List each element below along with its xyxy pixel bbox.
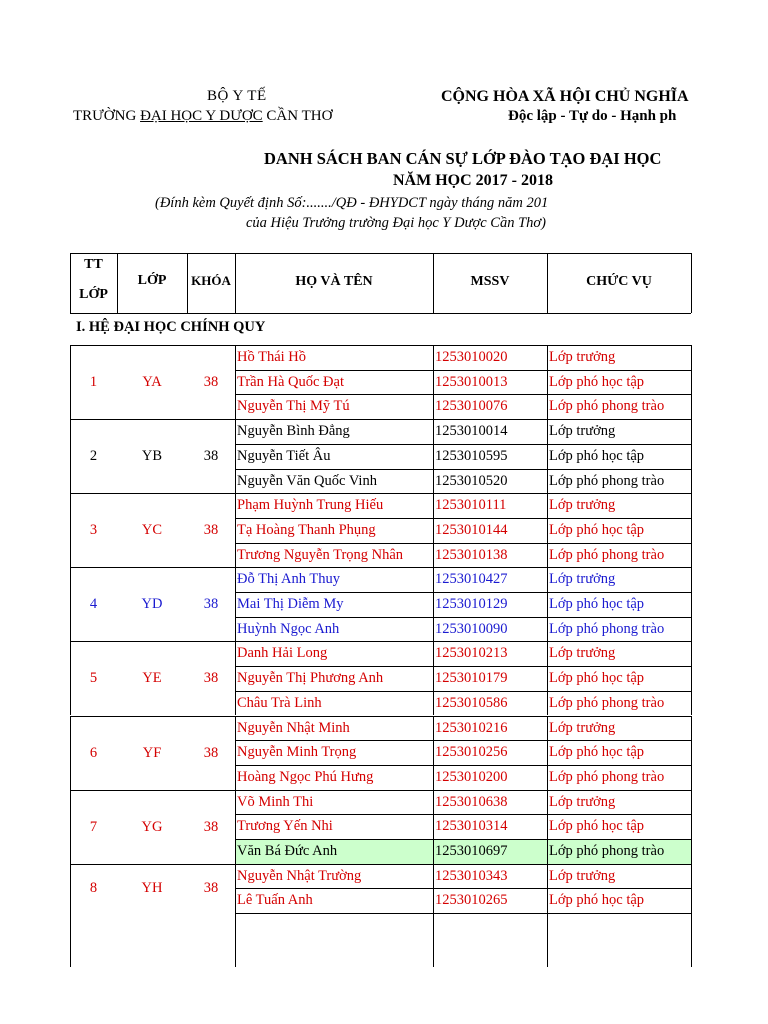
student-name: Huỳnh Ngọc Anh [237, 620, 340, 637]
class-code: YF [142, 744, 162, 761]
student-name: Trương Yến Nhi [237, 818, 333, 835]
grid-line [70, 345, 71, 419]
student-id: 1253010216 [435, 719, 508, 736]
school-year: NĂM HỌC 2017 - 2018 [393, 172, 553, 189]
grid-line [433, 419, 434, 493]
grid-line [433, 864, 434, 967]
grid-line [691, 493, 692, 567]
grid-line [70, 419, 71, 493]
grid-line [691, 253, 692, 313]
student-role: Lớp phó phong trào [549, 843, 665, 859]
student-id: 1253010013 [435, 373, 508, 390]
grid-line [235, 913, 691, 914]
grid-line [691, 641, 692, 715]
class-code: YD [141, 596, 163, 613]
grid-line [433, 790, 434, 864]
class-code: YC [141, 522, 163, 539]
grid-line [187, 253, 188, 313]
grid-line [547, 419, 548, 493]
class-number: 6 [89, 744, 98, 761]
motto: Độc lập - Tự do - Hạnh ph [508, 108, 677, 124]
class-number: 8 [89, 879, 98, 896]
student-role: Lớp phó phong trào [549, 768, 665, 785]
student-name: Hồ Thái Hồ [237, 349, 307, 365]
student-role: Lớp trưởng [549, 571, 616, 588]
student-name: Trần Hà Quốc Đạt [237, 373, 344, 390]
student-id: 1253010179 [435, 670, 508, 687]
grid-line [70, 253, 71, 313]
student-name: Mai Thị Diễm My [237, 596, 344, 612]
student-id: 1253010138 [435, 546, 508, 563]
class-number: 2 [89, 448, 98, 465]
course-number: 38 [203, 879, 219, 896]
decision-reference: (Đính kèm Quyết định Số:......./QĐ - ĐHYDCT ngày tháng năm 201 [155, 195, 549, 211]
grid-line [433, 253, 434, 313]
grid-line [433, 641, 434, 715]
student-id: 1253010200 [435, 768, 508, 785]
student-name: Đỗ Thị Anh Thuy [237, 571, 340, 588]
grid-line [691, 419, 692, 493]
class-code: YE [142, 670, 162, 687]
student-id: 1253010020 [435, 349, 508, 365]
student-id: 1253010697 [435, 843, 508, 859]
school-underlined: ĐẠI HỌC Y DƯỢC [140, 108, 263, 124]
student-role: Lớp phó phong trào [549, 620, 665, 637]
grid-line [433, 493, 434, 567]
grid-line [547, 641, 548, 715]
student-role: Lớp phó phong trào [549, 546, 665, 563]
class-code: YB [141, 448, 163, 465]
grid-line [235, 493, 236, 567]
student-name: Nguyễn Nhật Minh [237, 719, 350, 736]
course-number: 38 [203, 448, 219, 465]
student-role: Lớp phó học tập [549, 447, 645, 464]
grid-line [547, 493, 548, 567]
class-number: 4 [89, 596, 98, 613]
header-tt: TT [84, 257, 103, 272]
grid-line [235, 567, 236, 641]
grid-line [547, 345, 548, 419]
grid-line [235, 864, 236, 967]
student-name: Văn Bá Đức Anh [237, 843, 338, 859]
grid-line [433, 716, 434, 790]
student-id: 1253010595 [435, 447, 508, 464]
decision-issuer: của Hiệu Trưởng trường Đại học Y Dược Cần Thơ) [246, 215, 546, 231]
student-id: 1253010520 [435, 472, 508, 489]
student-name: Nguyễn Bình Đẳng [237, 423, 350, 440]
student-id: 1253010090 [435, 620, 508, 637]
grid-line [547, 864, 548, 967]
grid-line [691, 716, 692, 790]
class-officers-table [70, 253, 691, 967]
student-name: Phạm Huỳnh Trung Hiếu [237, 497, 384, 514]
grid-line [547, 716, 548, 790]
grid-line [235, 790, 236, 864]
header-mssv: MSSV [470, 274, 510, 289]
student-id: 1253010586 [435, 694, 508, 711]
grid-line [70, 493, 71, 567]
grid-line [433, 345, 434, 419]
grid-line [235, 253, 236, 313]
course-number: 38 [203, 818, 219, 835]
student-role: Lớp phó học tập [549, 818, 645, 835]
student-id: 1253010129 [435, 596, 508, 612]
school-name [73, 108, 332, 125]
student-id: 1253010014 [435, 423, 508, 440]
grid-line [547, 253, 548, 313]
student-role: Lớp phó học tập [549, 521, 645, 538]
student-id: 1253010111 [435, 497, 507, 514]
grid-line [70, 313, 691, 314]
grid-line [691, 790, 692, 864]
student-role: Lớp phó học tập [549, 744, 645, 761]
grid-line [235, 419, 236, 493]
class-code: YA [142, 374, 162, 390]
grid-line [70, 567, 71, 641]
document-title: DANH SÁCH BAN CÁN SỰ LỚP ĐÀO TẠO ĐẠI HỌC [264, 149, 662, 168]
header-name: HỌ VÀ TÊN [295, 274, 373, 289]
section-title: I. HỆ ĐẠI HỌC CHÍNH QUY [76, 319, 266, 335]
grid-line [235, 641, 236, 715]
student-role: Lớp phó phong trào [549, 472, 665, 489]
school-prefix: TRƯỜNG [73, 108, 141, 124]
class-number: 3 [89, 522, 98, 539]
student-name: Nguyễn Văn Quốc Vinh [237, 472, 377, 489]
student-name: Nguyễn Minh Trọng [237, 744, 357, 761]
student-id: 1253010256 [435, 744, 508, 761]
student-id: 1253010427 [435, 571, 508, 588]
grid-line [691, 345, 692, 419]
grid-line [547, 790, 548, 864]
student-name: Nguyễn Thị Phương Anh [237, 670, 384, 687]
school-suffix: CẦN THƠ [262, 108, 333, 124]
student-id: 1253010638 [435, 793, 508, 810]
student-role: Lớp trưởng [549, 349, 616, 365]
student-id: 1253010314 [435, 818, 508, 835]
class-number: 7 [89, 818, 98, 835]
header-khoa: KHÓA [191, 273, 231, 288]
student-name: Lê Tuấn Anh [237, 892, 313, 909]
student-name: Võ Minh Thi [237, 793, 314, 810]
student-name: Trương Nguyễn Trọng Nhân [237, 546, 404, 563]
student-role: Lớp phó học tập [549, 892, 645, 909]
student-role: Lớp trưởng [549, 867, 616, 884]
republic-name: CỘNG HÒA XÃ HỘI CHỦ NGHĨA [441, 88, 689, 105]
ministry-name: BỘ Y TẾ [207, 88, 267, 104]
grid-line [691, 567, 692, 641]
course-number: 38 [203, 744, 219, 761]
course-number: 38 [203, 596, 219, 613]
grid-line [235, 345, 236, 419]
student-name: Nguyễn Thị Mỹ Tú [237, 398, 350, 415]
grid-line [70, 641, 71, 715]
student-name: Danh Hải Long [237, 645, 328, 662]
student-id: 1253010076 [435, 398, 508, 415]
course-number: 38 [203, 374, 219, 390]
grid-line [691, 864, 692, 967]
student-role: Lớp trưởng [549, 793, 616, 810]
student-name: Nguyễn Tiết Âu [237, 447, 331, 464]
student-role: Lớp phó học tập [549, 670, 645, 687]
student-role: Lớp trưởng [549, 497, 616, 514]
header-lop: LỚP [137, 273, 167, 288]
student-id: 1253010343 [435, 867, 508, 884]
student-role: Lớp phó học tập [549, 373, 645, 390]
student-role: Lớp phó phong trào [549, 398, 665, 415]
header-role: CHỨC VỤ [586, 274, 652, 289]
student-role: Lớp trưởng [549, 719, 616, 736]
student-role: Lớp phó học tập [549, 596, 645, 612]
student-name: Nguyễn Nhật Trường [237, 867, 362, 884]
student-id: 1253010144 [435, 521, 508, 538]
header-tt-lop: LỚP [79, 287, 108, 302]
student-name: Tạ Hoàng Thanh Phụng [237, 521, 376, 538]
grid-line [70, 253, 691, 254]
grid-line [117, 253, 118, 313]
grid-line [70, 716, 71, 790]
student-role: Lớp phó phong trào [549, 694, 665, 711]
student-role: Lớp trưởng [549, 645, 616, 662]
course-number: 38 [203, 522, 219, 539]
student-role: Lớp trưởng [549, 423, 616, 440]
grid-line [235, 716, 236, 790]
course-number: 38 [203, 670, 219, 687]
student-name: Châu Trà Linh [237, 694, 322, 711]
student-id: 1253010265 [435, 892, 508, 909]
grid-line [70, 790, 71, 864]
class-code: YH [141, 879, 163, 896]
student-name: Hoàng Ngọc Phú Hưng [237, 768, 374, 785]
class-number: 1 [89, 374, 98, 390]
class-code: YG [141, 818, 163, 835]
class-number: 5 [89, 670, 98, 687]
student-id: 1253010213 [435, 645, 508, 662]
grid-line [547, 567, 548, 641]
grid-line [433, 567, 434, 641]
grid-line [70, 864, 71, 967]
